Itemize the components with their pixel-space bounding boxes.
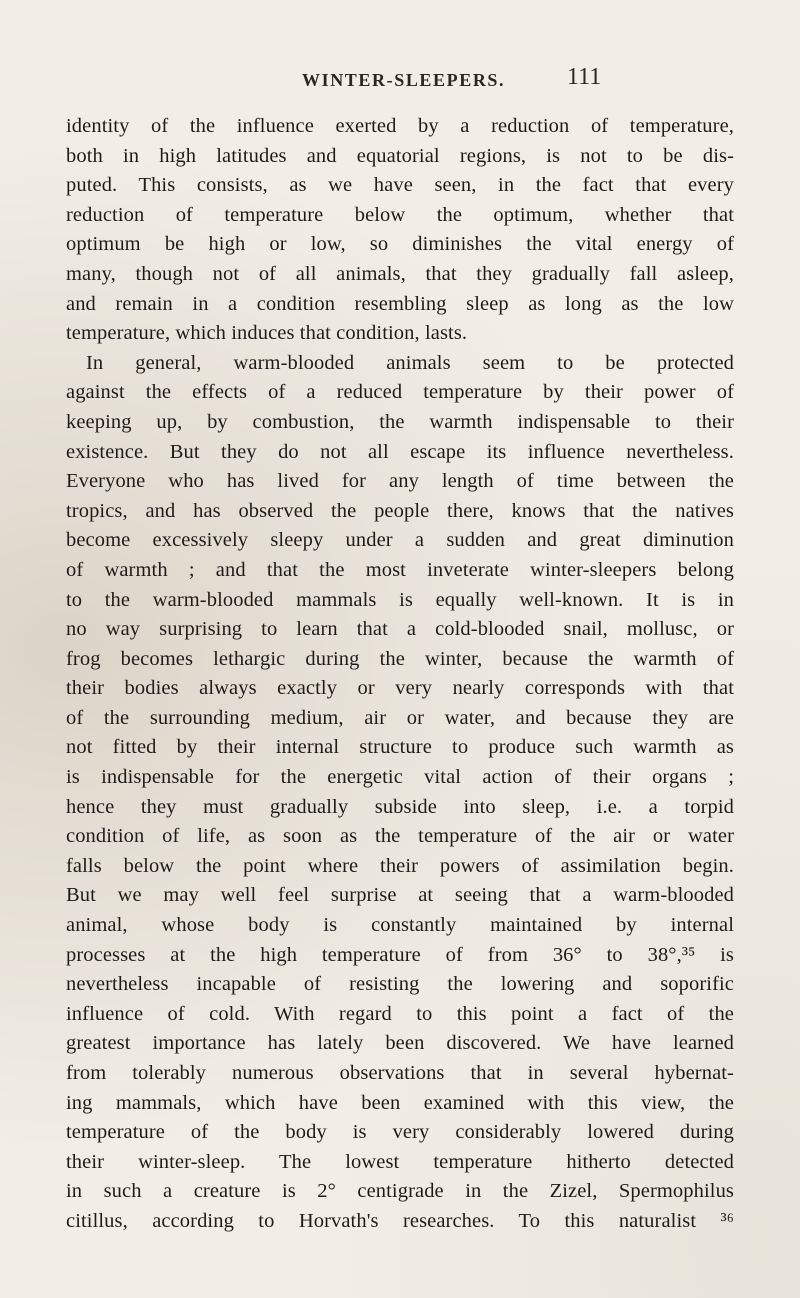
- text-line: both in high latitudes and equatorial regions, is not to be dis-: [66, 144, 734, 167]
- text-line: to the warm-blooded mammals is equally well-known. It is in: [66, 588, 734, 611]
- text-line: in such a creature is 2° centigrade in the Zizel, Spermophilus: [66, 1180, 734, 1203]
- text-line: existence. But they do not all escape its influence nevertheless.: [66, 440, 734, 463]
- text-line: is indispensable for the energetic vital action of their organs ;: [66, 766, 734, 789]
- text-line: keeping up, by combustion, the warmth indispensable to their: [66, 410, 734, 433]
- text-line: falls below the point where their powers of assimilation begin.: [66, 854, 734, 877]
- text-line: ing mammals, which have been examined with this view, the: [66, 1091, 734, 1114]
- text-line: of the surrounding medium, air or water, and because they are: [66, 706, 734, 729]
- running-head: WINTER-SLEEPERS.: [302, 70, 506, 90]
- page-header: [262, 60, 602, 100]
- text-line: frog becomes lethargic during the winter, because the warmth of: [66, 647, 734, 670]
- text-line: influence of cold. With regard to this point a fact of the: [66, 1002, 734, 1025]
- text-line: animal, whose body is constantly maintained by internal: [66, 914, 734, 937]
- text-line: temperature of the body is very considerably lowered during: [66, 1121, 734, 1144]
- text-line: processes at the high temperature of from 36° to 38°,³⁵ is: [66, 943, 734, 966]
- text-line: puted. This consists, as we have seen, in the fact that every: [66, 174, 734, 197]
- text-line: In general, warm-blooded animals seem to be protected: [86, 351, 734, 374]
- text-line: against the effects of a reduced temperature by their power of: [66, 381, 734, 404]
- text-line: nevertheless incapable of resisting the lowering and soporific: [66, 973, 734, 996]
- body-text: [66, 112, 734, 1237]
- page-number: 111: [567, 64, 602, 90]
- text-line: from tolerably numerous observations that in several hybernat-: [66, 1062, 734, 1084]
- text-line: reduction of temperature below the optimum, whether that: [66, 203, 734, 226]
- text-line: temperature, which induces that condition, lasts.: [66, 322, 468, 345]
- text-line: citillus, according to Horvath's researches. To this naturalist ³⁶: [66, 1209, 734, 1232]
- text-line: of warmth ; and that the most inveterate winter-sleepers belong: [66, 558, 734, 581]
- text-line: hence they must gradually subside into sleep, i.e. a torpid: [66, 795, 734, 818]
- text-line: tropics, and has observed the people there, knows that the natives: [66, 499, 734, 522]
- text-line: optimum be high or low, so diminishes the vital energy of: [66, 233, 734, 256]
- text-line: their bodies always exactly or very nearly corresponds with that: [66, 677, 734, 700]
- text-line: their winter-sleep. The lowest temperature hitherto detected: [66, 1150, 734, 1173]
- text-line: no way surprising to learn that a cold-blooded snail, mollusc, or: [66, 618, 734, 641]
- text-line: greatest importance has lately been discovered. We have learned: [66, 1032, 734, 1055]
- text-line: not fitted by their internal structure to produce such warmth as: [66, 736, 734, 759]
- text-line: But we may well feel surprise at seeing that a warm-blooded: [66, 884, 734, 907]
- text-line: identity of the influence exerted by a reduction of temperature,: [66, 115, 734, 137]
- text-line: Everyone who has lived for any length of time between the: [66, 470, 734, 493]
- text-line: and remain in a condition resembling sleep as long as the low: [66, 292, 734, 315]
- text-line: condition of life, as soon as the temperature of the air or water: [66, 825, 734, 848]
- text-line: many, though not of all animals, that they gradually fall asleep,: [66, 262, 734, 285]
- text-line: become excessively sleepy under a sudden and great diminution: [66, 529, 734, 552]
